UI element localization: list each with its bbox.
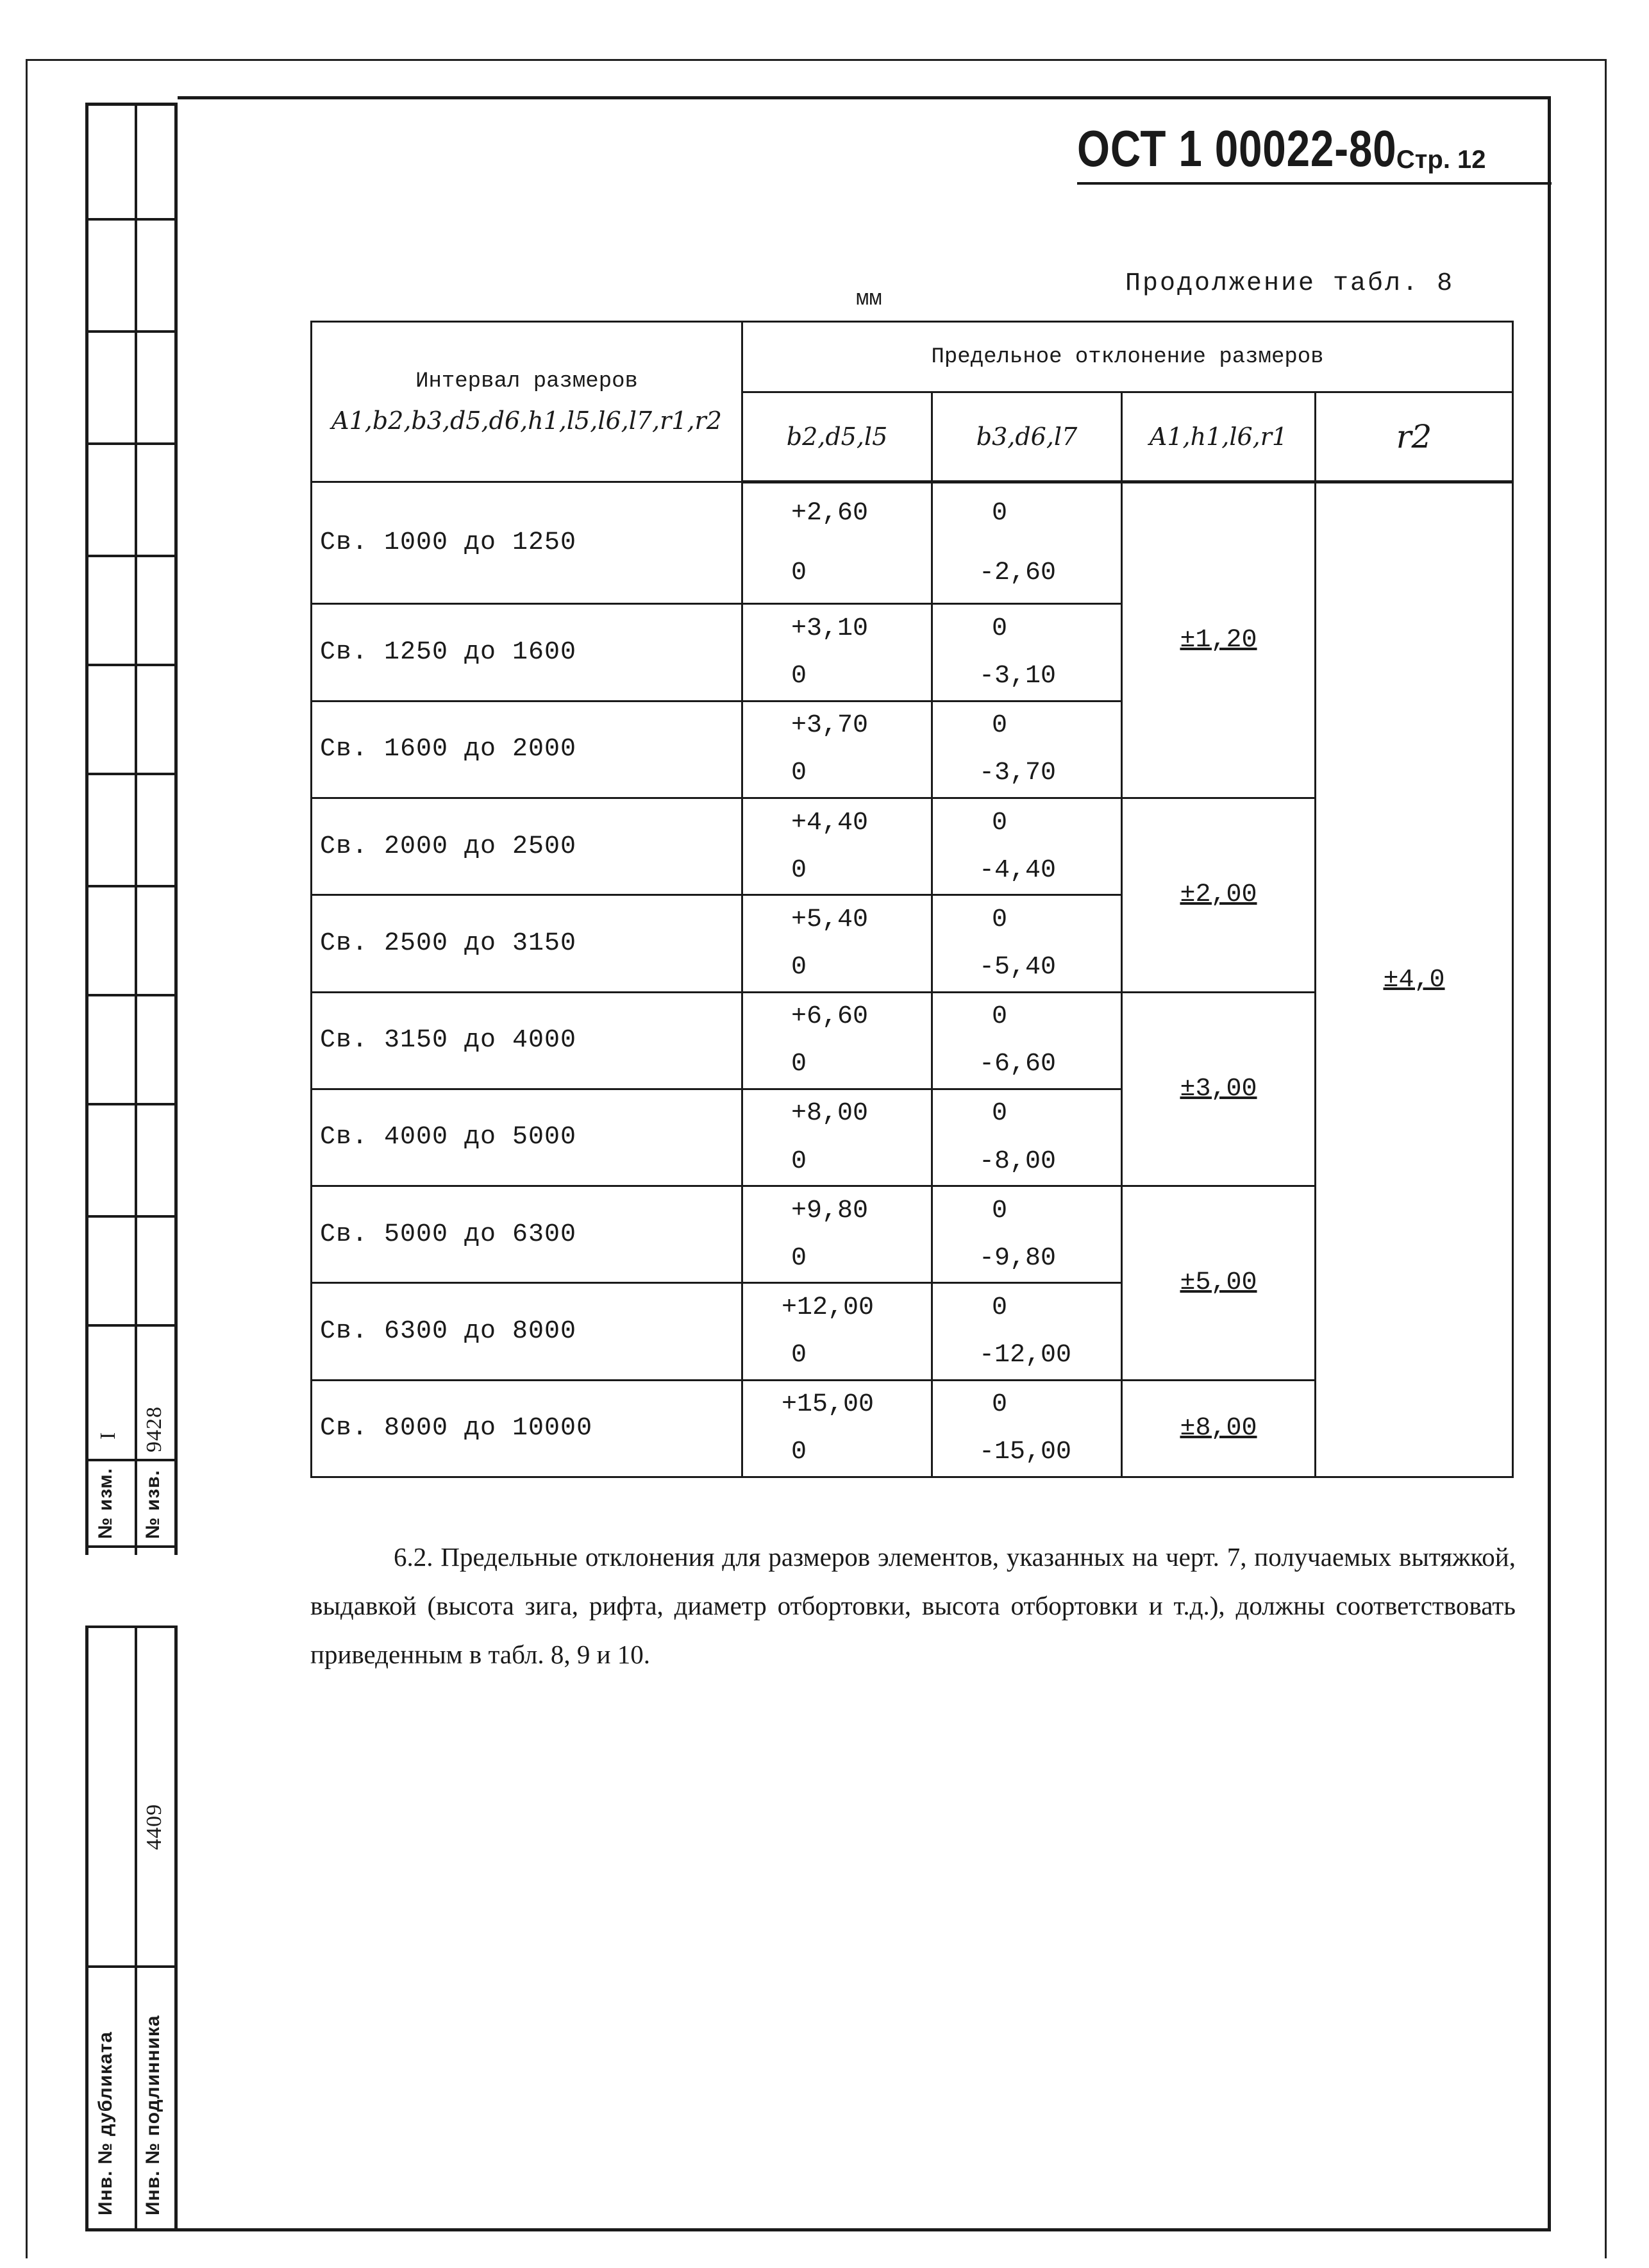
zero-value: 0 (992, 1099, 1008, 1129)
zero-value: 0 (992, 614, 1008, 643)
strip-line (88, 555, 174, 557)
zero-value: 0 (791, 1050, 807, 1079)
zero-value: 0 (791, 759, 807, 788)
minus-value: -2,60 (979, 559, 1057, 588)
minus-value: -12,00 (979, 1341, 1072, 1370)
zero-value: 0 (992, 1390, 1008, 1420)
strip-line (88, 773, 174, 775)
table-row-range: Св. 8000 до 10000 (312, 1380, 742, 1477)
zero-value: 0 (992, 1002, 1008, 1032)
izv-label: № изв. (142, 1470, 163, 1539)
page-label: Стр. 12 (1396, 146, 1486, 174)
minus-value: -9,80 (979, 1243, 1057, 1273)
zero-value: 0 (791, 952, 807, 982)
group-tolerance: ±8,00 (1122, 1380, 1316, 1477)
plus-value: +5,40 (791, 905, 869, 934)
plus-value: +12,00 (782, 1293, 875, 1322)
table-row-range: Св. 2000 до 2500 (312, 798, 742, 895)
interval-header (312, 322, 742, 482)
table-row-range: Св. 1600 до 2000 (312, 701, 742, 798)
strip-line (88, 1215, 174, 1218)
minus-value: -4,40 (979, 855, 1057, 885)
subheader-b3: b3,d6,l7 (932, 392, 1122, 482)
strip-line (88, 442, 174, 445)
table-row-range: Св. 1250 до 1600 (312, 604, 742, 701)
table-row-range: Св. 3150 до 4000 (312, 992, 742, 1089)
interval-symbols: A1,b2,b3,d5,d6,h1,l5,l6,l7,r1,r2 (331, 406, 722, 435)
plus-value: +2,60 (791, 499, 869, 528)
group-tolerance: ±2,00 (1122, 798, 1316, 992)
paragraph-text: 6.2. Предельные отклонения для размеров элементов, указанных на черт. 7, получаемых вытяжкой, выдавкой (высота зига, рифта, диаметр отбортовки, высота отбортовки и т.д.), должны соответствовать приведенным в табл. 8, 9 и 10. (310, 1542, 1516, 1669)
table-row-range: Св. 1000 до 1250 (312, 482, 742, 604)
zero-value: 0 (791, 1147, 807, 1176)
zero-value: 0 (992, 905, 1008, 934)
plus-value: +6,60 (791, 1002, 869, 1032)
table-row-range: Св. 5000 до 6300 (312, 1186, 742, 1283)
strip-line (88, 1545, 174, 1548)
table-row-range: Св. 2500 до 3150 (312, 895, 742, 992)
strip-line (88, 1965, 174, 1968)
zero-value: 0 (791, 1438, 807, 1467)
table-row-range: Св. 4000 до 5000 (312, 1089, 742, 1186)
group-header: Предельное отклонение размеров (742, 322, 1513, 392)
header-title (1077, 114, 1552, 185)
strip-line (88, 1459, 174, 1461)
group-tolerance: ±1,20 (1122, 482, 1316, 798)
izm-label: № изм. (95, 1468, 116, 1539)
strip-gap (85, 1555, 178, 1625)
minus-value: -15,00 (979, 1438, 1072, 1467)
zero-value: 0 (791, 662, 807, 691)
plus-value: +3,10 (791, 614, 869, 643)
unit-label: мм (856, 287, 882, 312)
zero-value: 0 (791, 559, 807, 588)
strip-line (88, 218, 174, 221)
minus-value: -6,60 (979, 1050, 1057, 1079)
strip-line (88, 1103, 174, 1105)
plus-value: +3,70 (791, 711, 869, 741)
strip-line (88, 885, 174, 887)
table-row-range: Св. 6300 до 8000 (312, 1283, 742, 1380)
group-tolerance: ±3,00 (1122, 992, 1316, 1186)
orig-label: Инв. № подлинника (142, 2015, 163, 2215)
minus-value: -3,10 (979, 662, 1057, 691)
subheader-r2: r2 (1316, 392, 1513, 482)
plus-value: +15,00 (782, 1390, 875, 1420)
zero-value: 0 (791, 1341, 807, 1370)
plus-value: +8,00 (791, 1099, 869, 1129)
r2-tolerance: ±4,0 (1316, 482, 1513, 1477)
subheader-b2: b2,d5,l5 (742, 392, 932, 482)
zero-value: 0 (992, 499, 1008, 528)
group-tolerance: ±5,00 (1122, 1186, 1316, 1381)
plus-value: +4,40 (791, 808, 869, 837)
zero-value: 0 (992, 808, 1008, 837)
strip-line (88, 994, 174, 996)
paragraph-6-2 (310, 1533, 1516, 1679)
minus-value: -5,40 (979, 952, 1057, 982)
zero-value: 0 (791, 1243, 807, 1273)
dup-label: Инв. № дубликата (95, 2031, 116, 2215)
left-registration-strip (85, 103, 178, 2231)
strip-line (88, 664, 174, 666)
subheader-a1: A1,h1,l6,r1 (1122, 392, 1316, 482)
strip-line (88, 330, 174, 333)
doc-code: ОСТ 1 00022-80 (1077, 120, 1397, 177)
strip-divider (135, 106, 137, 2228)
minus-value: -3,70 (979, 759, 1057, 788)
izv-value: 9428 (142, 1406, 166, 1452)
zero-value: 0 (992, 1293, 1008, 1322)
izm-value: I (96, 1431, 120, 1440)
plus-value: +9,80 (791, 1196, 869, 1225)
continuation-label: Продолжение табл. 8 (1125, 269, 1455, 298)
zero-value: 0 (992, 1196, 1008, 1225)
strip-line (88, 1625, 174, 1628)
zero-value: 0 (992, 711, 1008, 741)
minus-value: -8,00 (979, 1147, 1057, 1176)
strip-line (88, 1324, 174, 1327)
zero-value: 0 (791, 855, 807, 885)
interval-title: Интервал размеров (415, 369, 638, 394)
orig-value: 4409 (142, 1804, 166, 1850)
tolerance-table (310, 321, 1514, 1478)
